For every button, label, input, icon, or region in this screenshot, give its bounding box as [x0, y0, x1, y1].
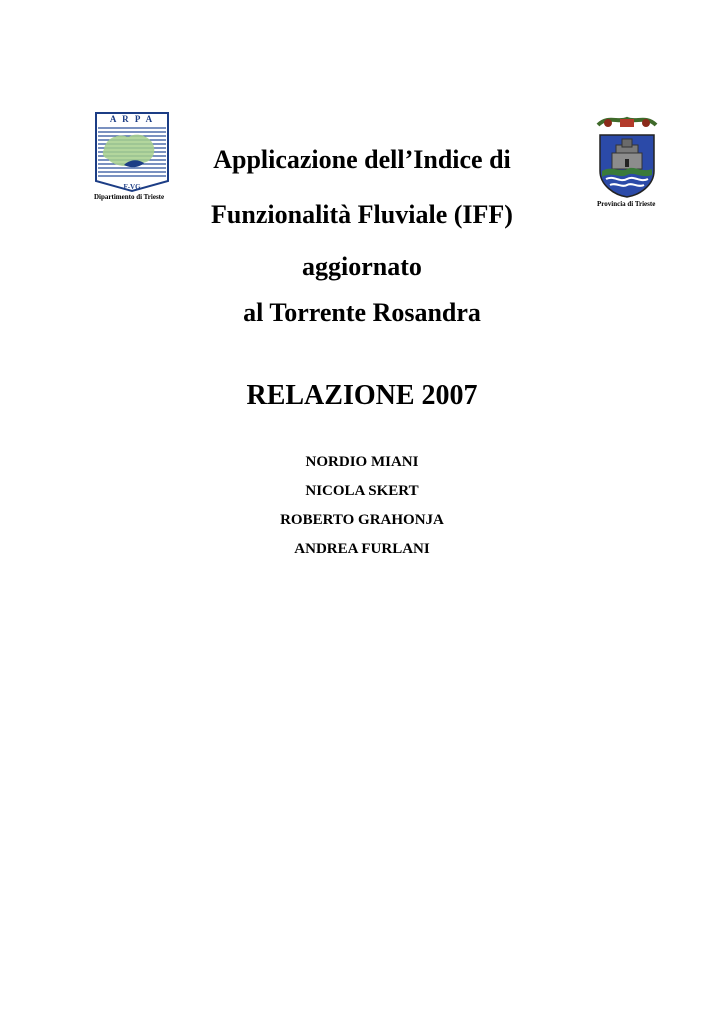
provincia-logo-caption: Provincia di Trieste [597, 200, 656, 208]
author-name: ANDREA FURLANI [294, 541, 430, 557]
author-name: NICOLA SKERT [305, 483, 419, 499]
report-title: RELAZIONE 2007 [246, 380, 478, 411]
title-line-3: aggiornato [302, 252, 422, 281]
title-line-4: al Torrente Rosandra [243, 298, 481, 327]
svg-text:F-VG: F-VG [123, 183, 141, 191]
svg-text:A R P A: A R P A [109, 114, 155, 124]
title-line-2: Funzionalità Fluviale (IFF) [211, 200, 513, 229]
title-line-1: Applicazione dell’Indice di [213, 145, 511, 174]
arpa-logo-caption: Dipartimento di Trieste [94, 193, 165, 201]
author-list [0, 448, 724, 564]
author-name: NORDIO MIANI [305, 454, 419, 470]
author-name: ROBERTO GRAHONJA [280, 512, 444, 528]
